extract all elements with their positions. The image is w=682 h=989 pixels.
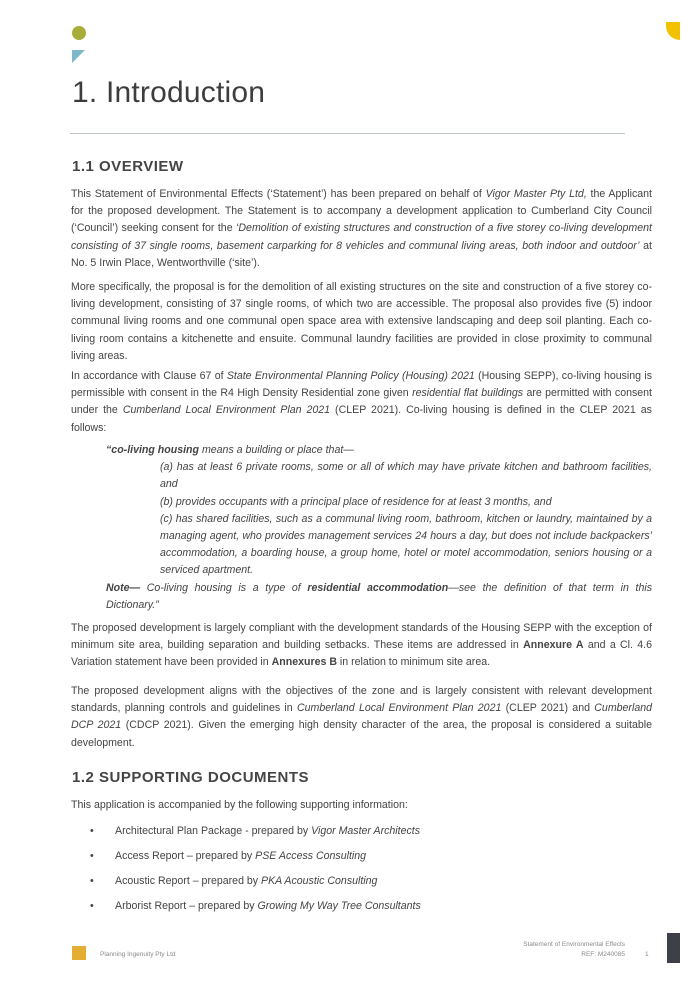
- page-edge-bar: [667, 933, 680, 963]
- definition-quote: “co-living housing means a building or place that— (a) has at least 6 private rooms, some or all of which may have private kitchen and bathroom facilities, and (b) provides occupants with a principal place of residence for at least 3 months, and (c) has shared facilities, such as a communal living room, bathroom, kitchen or laundry, maintained by a managing agent, who provides management services 24 hours a day, but does not include backpackers’ accommodation, a boarding house, a group home, hotel or motel accommodation, seniors housing or a serviced apartment. Note— Co-living housing is a type of residential accommodation—see the definition of that term in this Dictionary.”: [106, 442, 652, 614]
- company-logo-icon: [72, 946, 86, 960]
- overview-paragraph-4: The proposed development is largely compliant with the development standards of the Housing SEPP with the exception of minimum site area, building separation and building setbacks. These items are addressed in Annexure A and a Cl. 4.6 Variation statement have been provided in Annexures B in relation to minimum site area.: [71, 622, 653, 669]
- overview-paragraph-3: In accordance with Clause 67 of State Environmental Planning Policy (Housing) 2021 (Housing SEPP), co-living housing is permissible with consent in the R4 High Density Residential zone given residential flat buildings are permitted with consent under the Cumberland Local Environment Plan 2021 (CLEP 2021). Co-living housing is defined in the CLEP 2021 as follows:: [71, 370, 653, 434]
- overview-paragraph-2: More specifically, the proposal is for the demolition of all existing structures on the site and construction of a five storey co-living development, consisting of 37 single rooms, of which two are accessible. The proposal also provides five (5) indoor communal living rooms and one communal open space area with extensive landscaping and deep soil planting. Each co-living room contains a kitchenette and ensuite. Communal laundry facilities are provided in close proximity to communal living areas.: [71, 281, 652, 362]
- decor-triangle-icon: [72, 50, 85, 63]
- supporting-list-item: • Acoustic Report – prepared by PKA Acoustic Consulting: [90, 875, 378, 887]
- definition-item-b: (b) provides occupants with a principal place of residence for at least 3 months, and: [160, 495, 552, 508]
- overview-paragraph-5: The proposed development aligns with the objectives of the zone and is largely consistent with relevant development standards, planning controls and guidelines in Cumberland Local Environment Plan 2021 (CLEP 2021) and Cumberland DCP 2021 (CDCP 2021). Given the emerging high density character of the area, the proposal is considered a suitable development.: [71, 685, 652, 749]
- overview-paragraph-1: This Statement of Environmental Effects (‘Statement’) has been prepared on behalf of Vigor Master Pty Ltd, the Applicant for the proposed development. The Statement is to accompany a development application to Cumberland City Council (‘Council’) seeking consent for the ‘Demolition of existing structures and construction of a five storey co-living development consisting of 37 single rooms, basement carparking for 8 vehicles and communal living areas, both indoor and outdoor’ at No. 5 Irwin Place, Wentworthville (‘site’).: [71, 188, 652, 269]
- footer-company: Planning Ingenuity Pty Ltd: [100, 951, 176, 958]
- footer-ref: REF: M240085: [581, 951, 625, 958]
- footer-doc-title: Statement of Environmental Effects: [523, 941, 625, 948]
- page-number: 1: [645, 951, 649, 958]
- corner-tab-icon: [666, 22, 680, 40]
- supporting-list-item: • Arborist Report – prepared by Growing My Way Tree Consultants: [90, 900, 421, 912]
- heading-divider: [70, 133, 625, 134]
- page-heading: 1. Introduction: [72, 76, 266, 109]
- supporting-list-item: • Access Report – prepared by PSE Access Consulting: [90, 850, 367, 862]
- decor-circle-icon: [72, 26, 86, 40]
- definition-item-c: (c) has shared facilities, such as a communal living room, bathroom, kitchen or laundry, maintained by a managing agent, who provides management services 24 hours a day, but does not include backpackers’ accommodation, a boarding house, a group home, hotel or motel accommodation, seniors housing or a serviced apartment.: [160, 512, 652, 577]
- definition-item-a: (a) has at least 6 private rooms, some or all of which may have private kitchen and bathroom facilities, and: [160, 461, 652, 491]
- definition-note: Note— Co-living housing is a type of residential accommodation—see the definition of that term in this Dictionary.”: [106, 581, 652, 611]
- supporting-list-item: • Architectural Plan Package - prepared by Vigor Master Architects: [90, 825, 421, 837]
- supporting-intro: This application is accompanied by the following supporting information:: [71, 799, 408, 811]
- section-1-2-title: 1.2 SUPPORTING DOCUMENTS: [72, 769, 310, 786]
- section-1-1-title: 1.1 OVERVIEW: [72, 158, 184, 175]
